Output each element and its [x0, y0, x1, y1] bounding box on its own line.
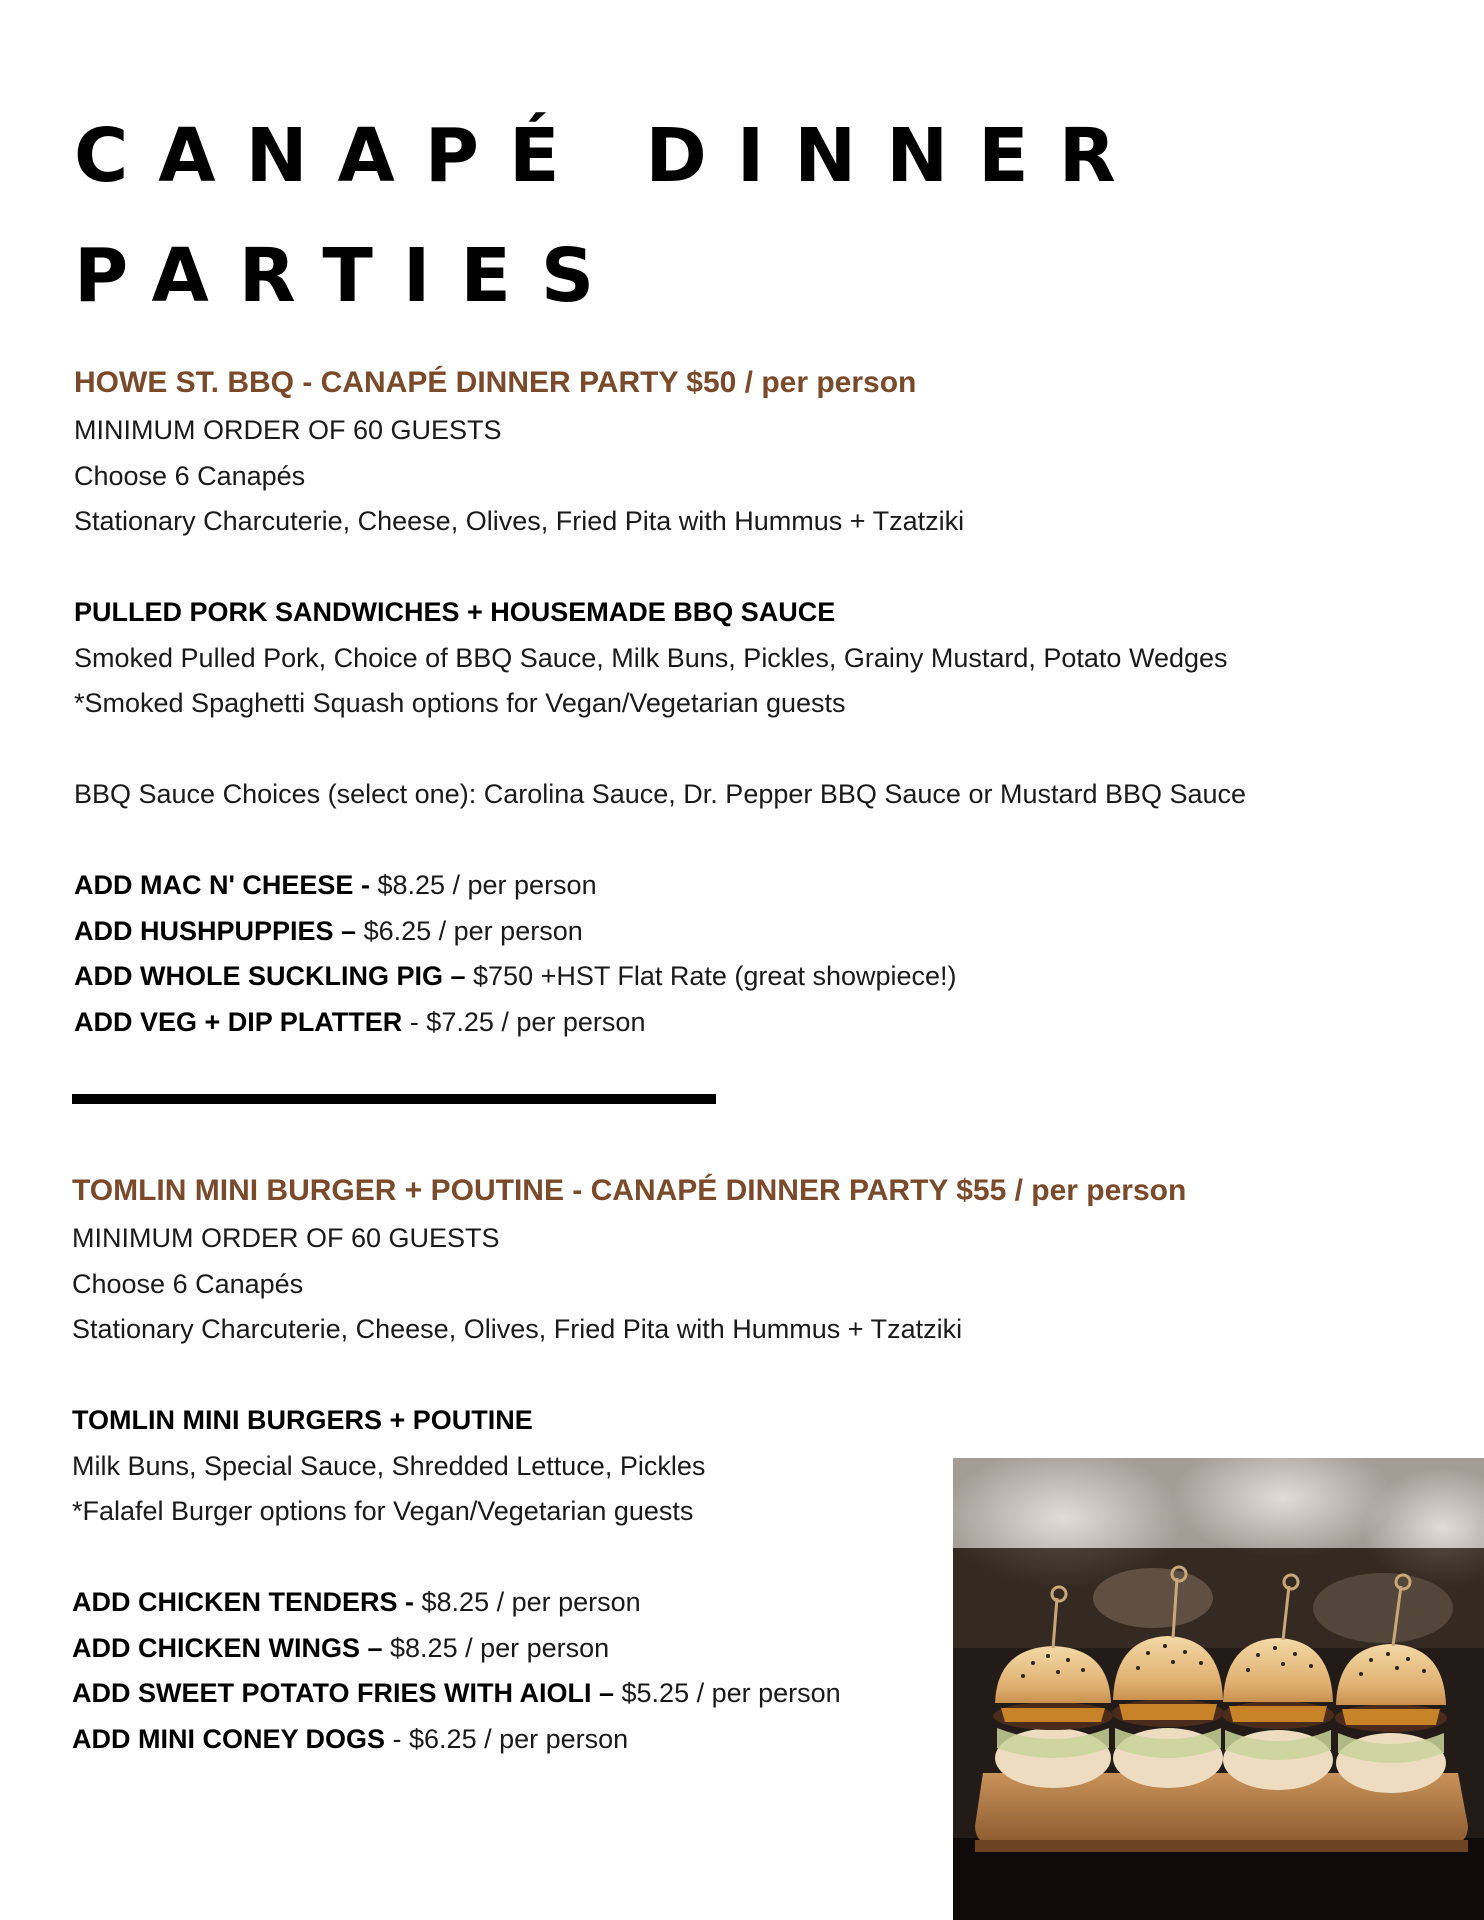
addon-item: ADD CHICKEN TENDERS - $8.25 / per person: [72, 1587, 641, 1617]
main-dish-description: Milk Buns, Special Sauce, Shredded Lettuce, Pickles: [72, 1450, 706, 1481]
main-dish-title: PULLED PORK SANDWICHES + HOUSEMADE BBQ SAUCE: [74, 597, 836, 627]
choose-canapes: Choose 6 Canapés: [72, 1268, 304, 1299]
vegetarian-note: *Falafel Burger options for Vegan/Vegetarian guests: [72, 1496, 694, 1526]
addon-item: ADD CHICKEN WINGS – $8.25 / per person: [72, 1632, 610, 1663]
minimum-order: MINIMUM ORDER OF 60 GUESTS: [72, 1223, 500, 1253]
mini-burgers-photo: [953, 1458, 1484, 1920]
main-dish-description: Smoked Pulled Pork, Choice of BBQ Sauce, Milk Buns, Pickles, Grainy Mustard, Potato Wedges: [74, 642, 1228, 673]
section-divider: [72, 1094, 716, 1104]
section-heading: HOWE ST. BBQ - CANAPÉ DINNER PARTY $50 / per person: [74, 366, 917, 399]
main-dish-title: TOMLIN MINI BURGERS + POUTINE: [72, 1405, 533, 1435]
stationary-items: Stationary Charcuterie, Cheese, Olives, Fried Pita with Hummus + Tzatziki: [74, 506, 965, 536]
section-heading: TOMLIN MINI BURGER + POUTINE - CANAPÉ DINNER PARTY $55 / per person: [72, 1174, 1187, 1207]
mini-burgers-illustration: [953, 1458, 1484, 1920]
addon-item: ADD VEG + DIP PLATTER - $7.25 / per person: [74, 1006, 646, 1037]
sauce-choices: BBQ Sauce Choices (select one): Carolina Sauce, Dr. Pepper BBQ Sauce or Mustard BBQ Sauce: [74, 779, 1247, 809]
vegetarian-note: *Smoked Spaghetti Squash options for Vegan/Vegetarian guests: [74, 688, 846, 718]
addon-item: ADD MINI CONEY DOGS - $6.25 / per person: [72, 1723, 629, 1754]
howe-st-bbq-section: [74, 358, 1414, 1045]
addon-item: ADD HUSHPUPPIES – $6.25 / per person: [74, 915, 583, 946]
addon-item: ADD WHOLE SUCKLING PIG – $750 +HST Flat Rate (great showpiece!): [74, 961, 957, 991]
stationary-items: Stationary Charcuterie, Cheese, Olives, Fried Pita with Hummus + Tzatziki: [72, 1314, 963, 1344]
choose-canapes: Choose 6 Canapés: [74, 460, 306, 491]
addon-item: ADD SWEET POTATO FRIES WITH AIOLI – $5.25 / per person: [72, 1678, 841, 1708]
minimum-order: MINIMUM ORDER OF 60 GUESTS: [74, 415, 502, 445]
page-title: CANAPÉ DINNER PARTIES: [74, 113, 1146, 319]
addon-item: ADD MAC N' CHEESE - $8.25 / per person: [74, 870, 597, 900]
